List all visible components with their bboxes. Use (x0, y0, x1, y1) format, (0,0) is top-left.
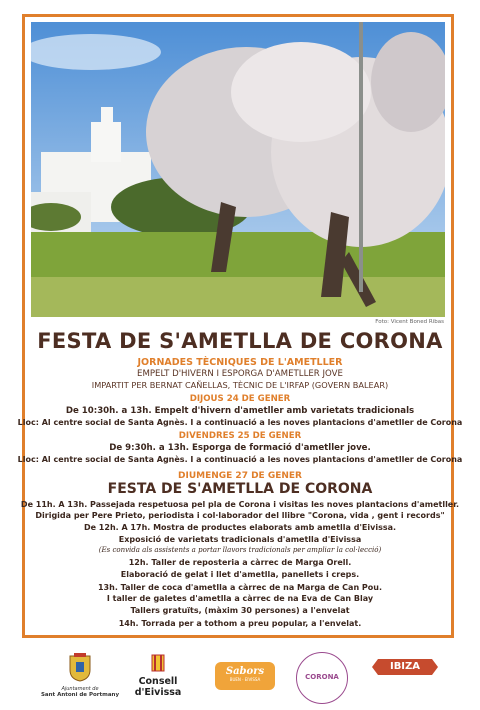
ajuntament-text-1: Ajuntament de (61, 686, 99, 692)
sponsor-footer (0, 640, 480, 710)
day3-p3: De 12h. A 17h. Mostra de productes elaborats amb ametlla d'Eivissa. (83, 523, 397, 532)
day3-p11: 14h. Torrada per a tothom a preu popular, a l'envelat. (118, 619, 362, 628)
day2-line1: De 9:30h. a 13h. Esporga de formació d'ametller jove. (109, 443, 371, 453)
sabors-text: Sabors (225, 666, 265, 677)
day3-date: DIUMENGE 27 DE GENER (178, 471, 302, 481)
day3-p10: Tallers gratuïts, (màxim 30 persones) a l'envelat (130, 606, 350, 615)
day3-p8: 13h. Taller de coca d'ametlla a càrrec de na Marga de Can Pou. (97, 583, 383, 592)
consell-shield-icon (151, 654, 165, 672)
ajuntament-text-2: Sant Antoni de Portmany (40, 692, 120, 698)
almond-tree-photo (31, 22, 445, 317)
coat-of-arms-icon (68, 652, 92, 682)
day3-p5: (Es convida als assistents a portar llavors tradicionals per ampliar la col·lecció) (98, 546, 382, 554)
day3-p1: De 11h. A 13h. Passejada respetuosa pel pla de Corona i visitas les noves plantacions d'ametller. (20, 500, 460, 509)
corona-text: CORONA (305, 673, 339, 681)
sabors-sub-text: BUEN · EIVISSA (229, 677, 261, 682)
jornades-line1: EMPELT D'HIVERN I ESPORGA D'AMETLLER JOVE (137, 369, 343, 379)
day3-p7: Elaboració de gelat i llet d'ametlla, panellets i creps. (120, 570, 360, 579)
day3-heading: FESTA DE S'AMETLLA DE CORONA (107, 481, 373, 497)
day1-line1: De 10:30h. a 13h. Empelt d'hivern d'ametller amb varietats tradicionals (65, 406, 415, 416)
ajuntament-logo (30, 652, 130, 698)
day3-p6: 12h. Taller de reposteria a càrrec de Marga Orell. (128, 558, 352, 567)
day3-p2: Dirigida per Pere Prieto, periodista i col·laborador del llibre "Corona, vida , gent i records" (35, 511, 445, 520)
day2-date: DIVENDRES 25 DE GENER (178, 431, 302, 441)
page-title: FESTA DE S'AMETLLA DE CORONA (37, 329, 443, 353)
consell-text-2: d'Eivissa (134, 687, 182, 698)
day1-date: DIJOUS 24 DE GENER (189, 394, 291, 404)
consell-logo (128, 654, 188, 698)
day1-line2: Lloc: Al centre social de Santa Agnès. I a continuació a les noves plantacions d'ametller de Corona (17, 418, 463, 427)
day2-line2: Lloc: Al centre social de Santa Agnès. I a continuació a les noves plantacions d'ametller de Corona (17, 455, 463, 464)
jornades-line2: IMPARTIT PER BERNAT CAÑELLAS, TÈCNIC DE L'IRFAP (GOVERN BALEAR) (91, 380, 389, 390)
day3-p9: I taller de galetes d'ametlla a càrrec de na Eva de Can Blay (106, 594, 374, 603)
jornades-heading: JORNADES TÈCNIQUES DE L'AMETLLER (137, 357, 343, 368)
ibiza-text: IBIZA (389, 661, 421, 672)
day3-p4: Exposició de varietats tradicionals d'ametlla d'Eivissa (118, 535, 362, 544)
consell-text-1: Consell (138, 676, 178, 687)
sabors-logo (215, 662, 275, 690)
ibiza-logo (370, 658, 440, 680)
photo-credit: Foto: Vicent Boned Ribas (375, 319, 444, 325)
corona-logo (296, 652, 348, 704)
